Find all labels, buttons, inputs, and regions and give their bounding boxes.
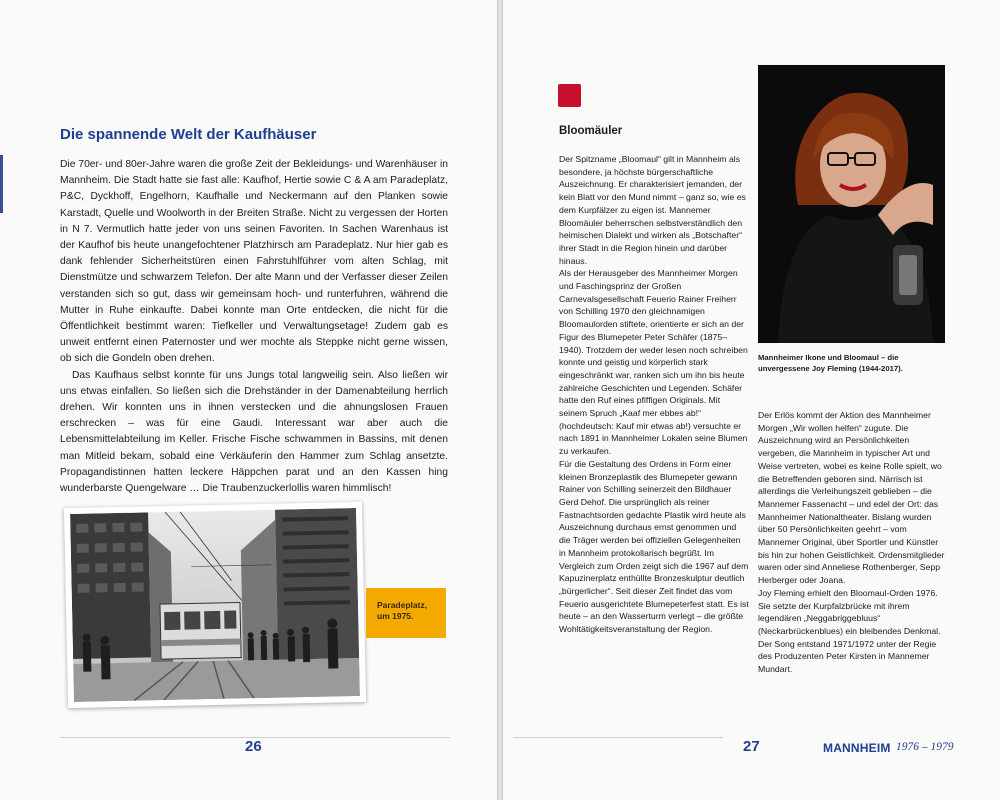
article-body	[60, 157, 448, 497]
paragraph: Das Kaufhaus selbst konnte für uns Jungs total langweilig sein. Also ließen wir uns etwas einfallen. So ließen sich die Drehständer in der Damenabteilung herrlich drehen. Wir konnten uns in ihnen verstecken und die ahnungslosen Frauen erschrecken – was für eine Gaudi. Interessant war aber auch die Lebensmittelabteilung im Keller. Frische Fische schwammen in Bassins, mit denen man Mitleid bekam, sobald eine Verkäuferin den Hammer zum Schlag ansetzte. Propagandistinnen hatten leckere Häppchen parat und an den Kassen hing wunderbarste Quengelware … Die Traubenzuckerlollis waren himmlisch!	[60, 369, 448, 495]
paragraph: Als der Herausgeber des Mannheimer Morgen und Faschingsprinz der Großen Carnevalsgesellschaft Feuerio Rainer Freiherr von Schilling 1970 den gleichnamigen Bloomaulorden stiftete, orientierte er sich an der Figur des Blumepeter Peter Schäfer (1875–1940). Trotzdem der weder lesen noch schreiben konnte und geistig und körperlich stark eingeschränkt war, ranken sich um ihn bis heute zahlreiche Geschichten und Legenden. Schäfer hatte den Ruf eines pfiffigen Originals. Mit seinem Spruch „Kaaf mer ebbes ab!“ (hochdeutsch: Kauf mir etwas ab!) versuchte er nach 1891 in Mannheimer Lokalen seine Blumen zu verkaufen.	[559, 268, 748, 457]
text-column-1	[559, 153, 749, 636]
sidebar-title: Bloomäuler	[559, 125, 623, 137]
photo-caption: Paradeplatz, um 1975.	[377, 600, 428, 621]
paragraph: Für die Gestaltung des Ordens in Form einer kleinen Bronzeplastik des Blumepeter gewann Rainer von Schilling seinerzeit den Bildhauer Gerd Dehof. Die ursprünglich als reiner Fastnachtsorden gedachte Plastik wird heute als Auszeichnung durchaus ernst genommen und die Träger werden bei offiziellen Gelegenheiten in Mannheim protokollarisch begrüßt. Im Vergleich zum Orden zeigt sich die 1967 auf dem Kapuzinerplatz enthüllte Bronzeskulptur deutlich „bürgerlicher“. Seit dieser Zeit findet das vom Feuerio ausgerichtete Blumepeterfest statt. Es ist heute – an den Wasserturm verlegt – die größte Wohltätigkeitsveranstaltung der Region.	[559, 458, 749, 635]
footer-rule	[513, 737, 723, 738]
red-accent-square	[558, 84, 581, 107]
book-years: 1976 – 1979	[896, 741, 954, 753]
edge-marker	[0, 155, 3, 213]
paragraph: Die 70er- und 80er-Jahre waren die große Zeit der Bekleidungs- und Warenhäuser in Mannheim. Die Stadt hatte sie fast alle: Kaufhof, Hertie sowie C & A am Paradeplatz, P&C, Dyckhoff, Engelhorn, Kaufhalle und Neckermann auf den Planken sowie Karstadt, Quelle und Woolworth in der Breiten Straße. Nicht zu vergessen der Horten in N 7. Vermutlich hatte jeder von uns seinen Favoriten. In Sachen Warenhaus ist der Kaufhof bis heute unangefochtener Platzhirsch am Paradeplatz. Nur hier gab es dank fehlender Sicherheitstüren einen Fahrstuhlführer vom alten Schlag, mit Dienstmütze und schwarzem Telefon. Der alte Mann und der Verfasser dieser Zeilen verstanden sich so gut, dass wir gemeinsam hoch- und runterfuhren, während die Mutter in Ruhe einkaufte. Dabei konnte man Orte entdecken, die nicht für die Öffentlichkeit bestimmt waren: Tiefkeller und Verwaltungsetage! Zudem gab es unweit entfernt einen Paternoster und wer mochte als Steppke nicht gerne wissen, ob sich die Gondeln oben drehen.	[60, 159, 448, 365]
tram-street-photo-illustration	[70, 508, 360, 702]
page-number-left: 26	[245, 738, 262, 755]
page-heading: Die spannende Welt der Kaufhäuser	[60, 126, 317, 143]
paragraph: Der Spitzname „Bloomaul“ gilt in Mannheim als besondere, ja höchste bürgerschaftliche Auszeichnung. Er charakterisiert jemanden, der kein Blatt vor den Mund nimmt – ganz so, wie es dem Kurpfälzer zu eigen ist. Mannemer Bloomäuler beherrschen selbstverständlich den heimischen Dialekt und wirken als „Botschafter“ ihrer Stadt in die Region hinein und darüber hinaus.	[559, 154, 746, 266]
right-page	[503, 0, 1000, 800]
left-page	[0, 0, 497, 800]
book-brand: MANNHEIM	[823, 741, 891, 755]
portrait-caption: Mannheimer Ikone und Bloomaul – die unvergessene Joy Fleming (1944-2017).	[758, 353, 903, 373]
paragraph: Der Erlös kommt der Aktion des Mannheimer Morgen „Wir wollen helfen“ zugute. Die Auszeichnung wird an Persönlichkeiten vergeben, die Mannheim in typischer Art und Weise vertreten, wobei es keine Rolle spielt, wo die Betreffenden geboren sind. Närrisch ist allerdings die Verleihungszeit geblieben – die Mannemer Fassenacht – und edel der Ort: das Mannheimer Nationaltheater. Bislang wurden über 50 Persönlichkeiten geehrt – vom Mannemer Original, über Sportler und Künstler bis hin zur hohen Geistlichkeit. Ordensmitglieder waren oder sind Anneliese Rothenberger, Sepp Herberger oder Joana.	[758, 410, 945, 586]
street-photo	[64, 502, 366, 708]
portrait-photo	[758, 65, 945, 343]
text-column-2	[758, 409, 948, 676]
page-number-right: 27	[743, 738, 760, 755]
photo-caption-box	[366, 588, 446, 638]
paragraph: Joy Fleming erhielt den Bloomaul-Orden 1976. Sie setzte der Kurpfalzbrücke mit ihrem legendären „Neggabriggebluus“ (Neckarbrückenblues) ein bleibendes Denkmal. Der Song entstand 1971/1972 unter der Regie des Produzenten Peter Kirsten in Mannemer Mundart.	[758, 587, 941, 675]
